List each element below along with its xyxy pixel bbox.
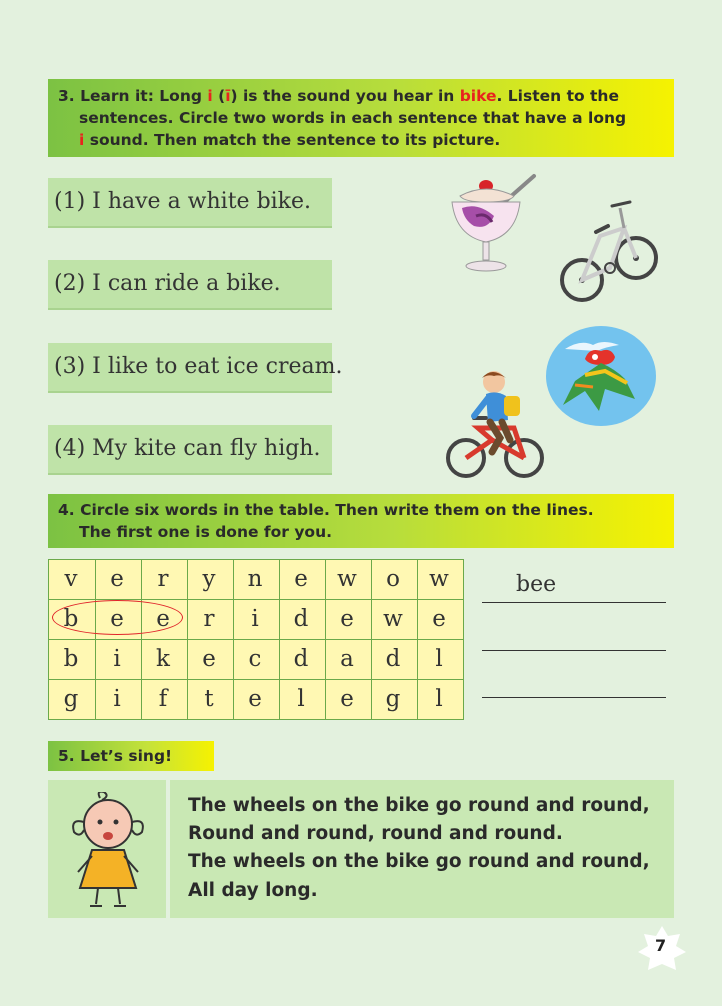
ice-cream-sundae-picture[interactable] — [448, 172, 540, 274]
sentence-2[interactable]: (2) I can ride a bike. — [48, 260, 332, 310]
answer-line-3[interactable] — [482, 697, 666, 698]
grid-cell[interactable]: e — [294, 566, 308, 592]
grid-cell[interactable]: w — [383, 606, 403, 632]
grid-cell[interactable]: e — [156, 606, 170, 632]
sentence-1[interactable]: (1) I have a white bike. — [48, 178, 332, 228]
grid-cell[interactable]: k — [156, 646, 170, 672]
grid-cell[interactable]: c — [248, 646, 262, 672]
grid-cell[interactable]: e — [110, 606, 124, 632]
section4-line1: 4. Circle six words in the table. Then write them on the lines. — [58, 501, 594, 519]
grid-cell[interactable]: g — [385, 686, 401, 712]
text: . Listen to the — [496, 87, 619, 105]
grid-cell[interactable]: r — [157, 566, 169, 592]
song-line-2: Round and round, round and round. — [188, 823, 563, 844]
song-line-4: All day long. — [188, 880, 318, 901]
boy-riding-bike-picture[interactable] — [444, 368, 546, 480]
text: ( — [212, 87, 226, 105]
grid-cell[interactable]: d — [385, 646, 401, 672]
grid-cell[interactable]: b — [63, 606, 79, 632]
grid-cell[interactable]: l — [297, 686, 305, 712]
grid-cell[interactable]: i — [113, 686, 121, 712]
song-line-3: The wheels on the bike go round and round, — [188, 851, 650, 872]
grid-cell[interactable]: i — [113, 646, 121, 672]
section3-line2: sentences. Circle two words in each sentence that have a long — [79, 109, 627, 127]
sentence-3[interactable]: (3) I like to eat ice cream. — [48, 343, 332, 393]
kite-picture[interactable] — [545, 325, 657, 427]
grid-cell[interactable]: e — [432, 606, 446, 632]
section3-line3 — [79, 131, 500, 149]
grid-cell[interactable]: e — [110, 566, 124, 592]
text: 3. Learn it: Long — [58, 87, 208, 105]
grid-cell[interactable]: l — [435, 686, 443, 712]
grid-cell[interactable]: n — [247, 566, 263, 592]
answer-line-2[interactable] — [482, 650, 666, 651]
grid-cell[interactable]: f — [158, 686, 168, 712]
page-number: 7 — [655, 936, 667, 955]
text: ) is the sound you hear in — [230, 87, 460, 105]
section5-heading: 5. Let’s sing! — [48, 741, 214, 771]
grid-cell[interactable]: r — [203, 606, 215, 632]
grid-cell[interactable]: v — [64, 566, 78, 592]
text: sound. Then match the sentence to its picture. — [84, 131, 501, 149]
grid-cell[interactable]: i — [251, 606, 259, 632]
grid-cell[interactable]: e — [340, 606, 354, 632]
answer-line-1[interactable] — [482, 602, 666, 603]
grid-cell[interactable]: w — [337, 566, 357, 592]
grid-cell[interactable]: d — [293, 646, 309, 672]
sentence-4[interactable]: (4) My kite can fly high. — [48, 425, 332, 475]
bicycle-picture[interactable] — [558, 196, 660, 308]
grid-cell[interactable]: t — [204, 686, 214, 712]
highlight-i-macron: ī — [225, 87, 231, 105]
answer-1[interactable]: bee — [516, 572, 557, 597]
grid-cell[interactable]: g — [63, 686, 79, 712]
grid-cell[interactable]: e — [248, 686, 262, 712]
grid-cell[interactable]: d — [293, 606, 309, 632]
grid-cell[interactable]: o — [386, 566, 400, 592]
grid-cell[interactable]: b — [63, 646, 79, 672]
grid-cell[interactable]: e — [340, 686, 354, 712]
song-line-1: The wheels on the bike go round and round, — [188, 795, 650, 816]
grid-cell[interactable]: l — [435, 646, 443, 672]
section3-instructions — [48, 79, 674, 157]
section4-instructions — [48, 494, 674, 548]
grid-cell[interactable]: e — [202, 646, 216, 672]
highlight-i: i — [79, 131, 85, 149]
grid-cell[interactable]: y — [202, 566, 216, 592]
circled-word-bee — [52, 600, 183, 635]
highlight-bike: bike — [459, 87, 497, 105]
singing-girl-panel — [48, 780, 166, 918]
highlight-i: i — [207, 87, 213, 105]
singing-girl-picture — [62, 792, 152, 910]
section4-line2: The first one is done for you. — [79, 523, 333, 541]
grid-cell[interactable]: a — [340, 646, 354, 672]
section3-line1 — [58, 87, 619, 105]
grid-cell[interactable]: w — [429, 566, 449, 592]
